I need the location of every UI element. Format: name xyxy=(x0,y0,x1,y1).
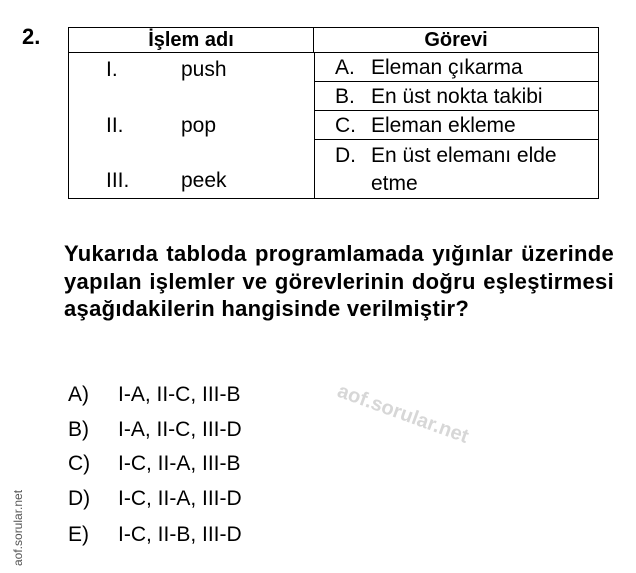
operation-name-3: peek xyxy=(181,169,227,192)
option-letter: E) xyxy=(68,523,89,546)
operation-name-2: pop xyxy=(181,114,217,137)
task-row-a xyxy=(315,53,598,82)
option-letter: C) xyxy=(68,452,91,475)
task-letter: C. xyxy=(335,114,356,137)
header-operation-name: İşlem adı xyxy=(69,28,314,53)
question-text: Yukarıda tabloda programlamada yığınlar üzerinde yapılan işlemler ve görevlerinin doğru eşleştirmesi aşağıdakilerin hangisinde verilmiştir? xyxy=(64,241,614,321)
task-text: En üst nokta takibi xyxy=(371,85,543,108)
header-task: Görevi xyxy=(314,28,598,53)
operation-roman-3: III. xyxy=(106,169,130,192)
task-letter: B. xyxy=(335,85,355,108)
option-text: I-C, II-A, III-B xyxy=(118,452,241,475)
watermark: aof.sorular.net xyxy=(334,380,472,448)
task-letter: A. xyxy=(335,56,355,79)
option-text: I-A, II-C, III-D xyxy=(118,418,242,441)
question-number: 2. xyxy=(22,24,41,49)
task-row-b xyxy=(315,82,598,111)
matching-table xyxy=(68,27,599,199)
task-text-line1: En üst elemanı elde xyxy=(371,144,557,167)
option-text: I-A, II-C, III-B xyxy=(118,383,241,406)
task-text: Eleman çıkarma xyxy=(371,56,523,79)
operation-name-1: push xyxy=(181,58,227,81)
option-text: I-C, II-A, III-D xyxy=(118,487,242,510)
task-row-d xyxy=(315,140,598,198)
operation-roman-2: II. xyxy=(106,114,124,137)
side-watermark: aof.sorular.net xyxy=(11,489,25,566)
option-letter: B) xyxy=(68,418,89,441)
task-text: Eleman ekleme xyxy=(371,114,516,137)
task-text-line2: etme xyxy=(371,172,418,195)
option-letter: D) xyxy=(68,487,91,510)
option-text: I-C, II-B, III-D xyxy=(118,523,242,546)
operation-roman-1: I. xyxy=(106,58,118,81)
option-letter: A) xyxy=(68,383,89,406)
task-letter: D. xyxy=(335,144,356,167)
task-row-c xyxy=(315,111,598,140)
